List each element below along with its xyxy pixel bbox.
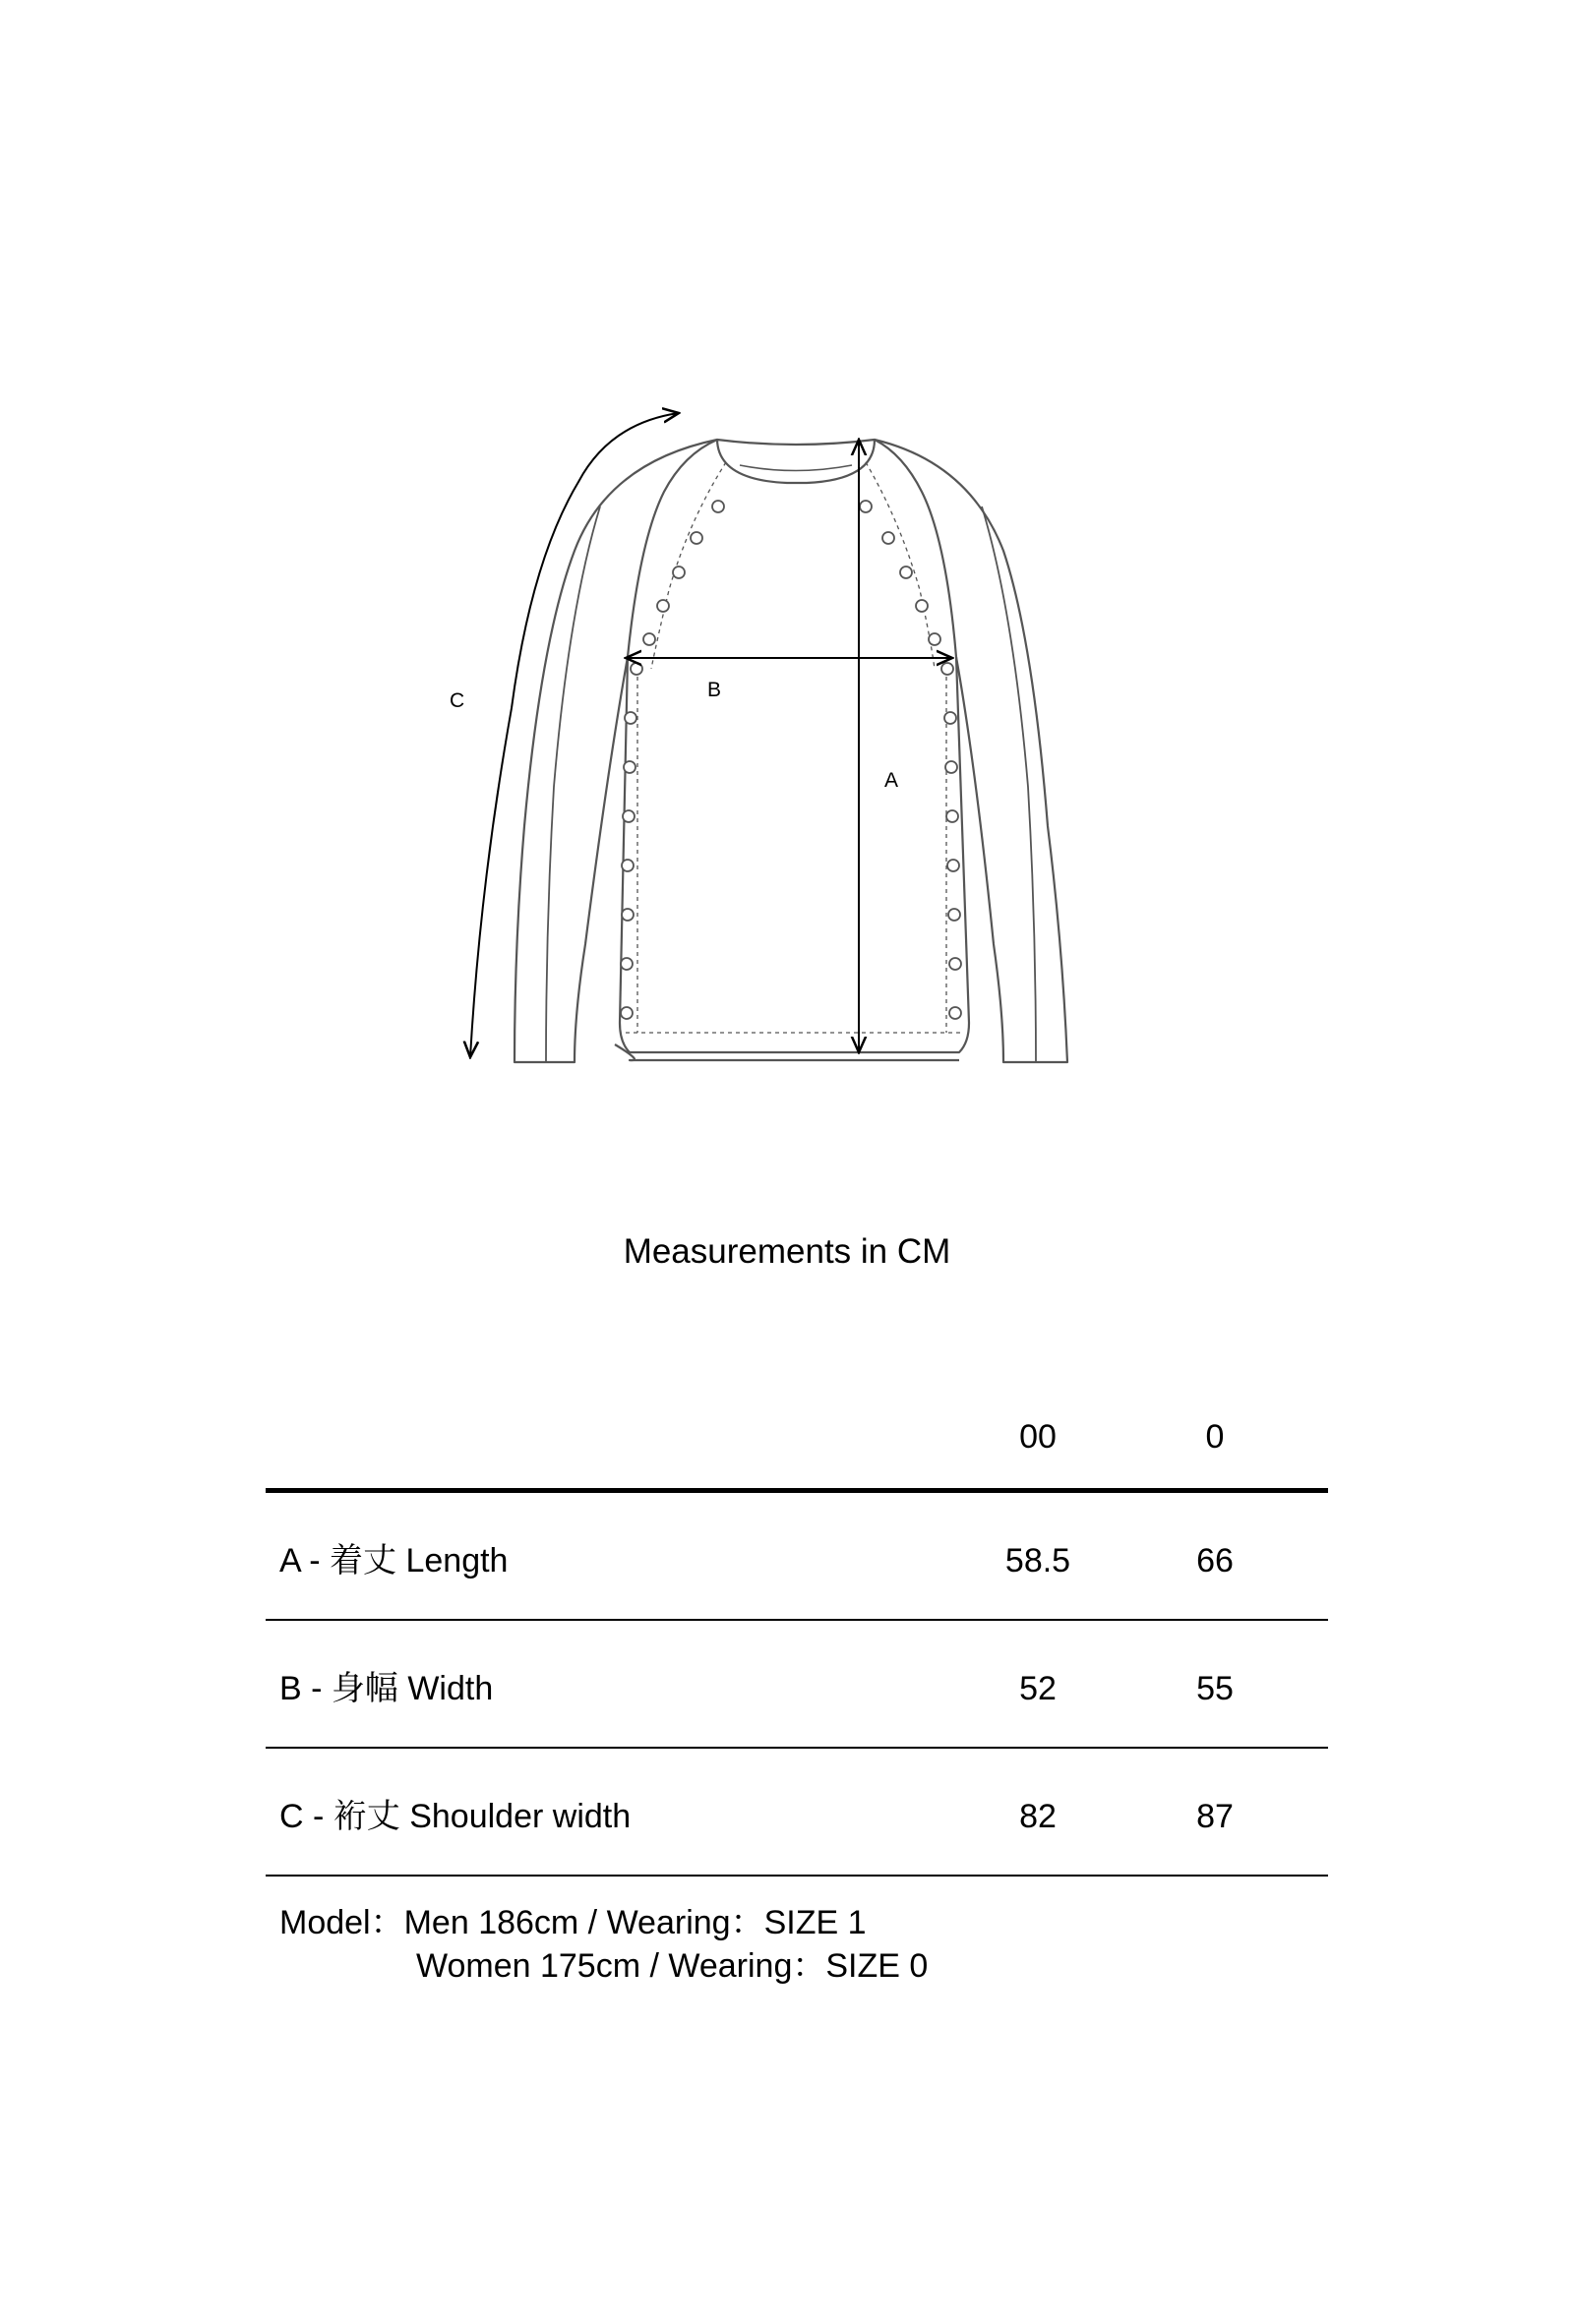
- table-row-shoulder-width: [266, 1749, 1328, 1877]
- row-label: B - 身幅 Width: [279, 1670, 494, 1707]
- row-label: A - 着丈 Length: [279, 1542, 509, 1579]
- row-value-size-00: 58.5: [1004, 1542, 1071, 1579]
- measurement-arrows: [470, 413, 952, 1057]
- row-value-size-0: 55: [1196, 1670, 1234, 1707]
- size-header-00: 00: [1019, 1418, 1057, 1456]
- garment-outline: [515, 440, 1067, 1062]
- row-value-size-0: 87: [1196, 1798, 1234, 1835]
- model-info: [279, 1901, 928, 1988]
- row-value-size-00: 52: [1019, 1670, 1057, 1707]
- table-row-length: [266, 1493, 1328, 1621]
- size-table: [266, 1397, 1328, 1877]
- dimension-label-a: A: [884, 769, 899, 792]
- dimension-label-b: B: [707, 679, 722, 701]
- dimension-label-c: C: [450, 689, 465, 712]
- page-title: Measurements in CM: [623, 1232, 951, 1271]
- table-row-width: [266, 1621, 1328, 1749]
- size-header-0: 0: [1205, 1418, 1225, 1456]
- row-value-size-00: 82: [1019, 1798, 1057, 1835]
- model-info-women: Women 175cm / Wearing：SIZE 0: [416, 1947, 929, 1985]
- row-label: C - 裄丈 Shoulder width: [279, 1798, 632, 1835]
- arrow-c-shoulder: [470, 413, 679, 1057]
- table-header-row: [266, 1397, 1328, 1493]
- model-info-men: Model：Men 186cm / Wearing：SIZE 1: [279, 1904, 867, 1941]
- row-value-size-0: 66: [1196, 1542, 1234, 1579]
